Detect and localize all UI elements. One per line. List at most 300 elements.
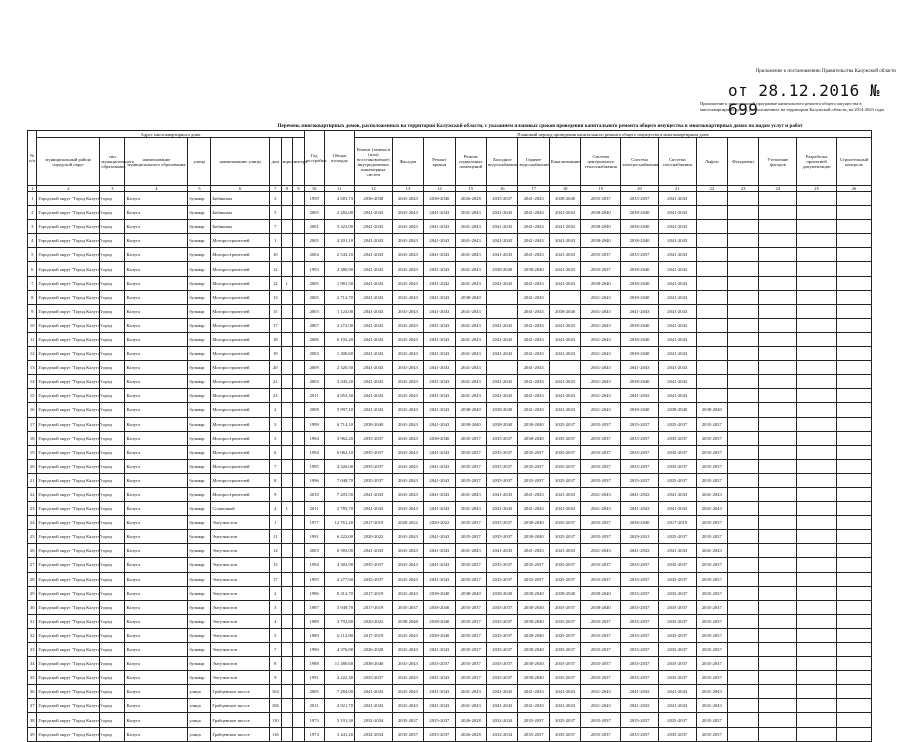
table-cell: 2041-2043 — [549, 206, 580, 220]
table-cell: Калуга — [125, 628, 188, 642]
table-cell — [797, 375, 837, 389]
table-cell — [759, 600, 797, 614]
table-cell: 2038-2040 — [518, 600, 549, 614]
table-cell: 2035-2037 — [581, 530, 621, 544]
table-cell — [728, 516, 759, 530]
table-cell: 2035-2037 — [696, 516, 727, 530]
table-cell: 2035-2037 — [355, 473, 393, 487]
table-cell — [759, 234, 797, 248]
column-number: 21 — [658, 186, 696, 192]
table-cell: город — [100, 558, 125, 572]
table-cell: 6 112,80 — [324, 628, 354, 642]
column-number: 12 — [355, 186, 393, 192]
table-cell: 2038-2040 — [621, 318, 659, 332]
table-cell — [837, 643, 872, 657]
table-cell: Грабцевское шоссе — [211, 727, 270, 741]
table-cell: 2041-2043 — [518, 685, 549, 699]
table-cell: улица — [188, 727, 211, 741]
table-cell: 2041-2043 — [355, 361, 393, 375]
table-cell: 2041-2043 — [658, 487, 696, 501]
table-cell: Солнечный — [211, 502, 270, 516]
column-number: 11 — [324, 186, 354, 192]
table-cell: 2041-2043 — [658, 248, 696, 262]
table-cell: 2041-2043 — [658, 375, 696, 389]
table-cell: 5 — [270, 628, 282, 642]
table-cell: 2041-2043 — [518, 304, 549, 318]
table-cell: 2041-2043 — [392, 389, 423, 403]
table-cell: 2041-2043 — [424, 417, 455, 431]
column-number: 9 — [293, 186, 305, 192]
table-cell: бульвар — [188, 262, 211, 276]
table-cell: 2041-2043 — [518, 403, 549, 417]
table-cell: Городской округ "Город Калуга" — [37, 234, 100, 248]
table-cell — [728, 600, 759, 614]
table-cell: 2035-2037 — [696, 417, 727, 431]
table-cell: 31 — [28, 614, 37, 628]
table-cell: 2029-2031 — [621, 530, 659, 544]
table-cell: 3 — [270, 192, 282, 206]
table-cell: Калуга — [125, 713, 188, 727]
table-cell — [281, 347, 293, 361]
table-cell: 2035-2037 — [658, 445, 696, 459]
table-cell: 2035-2037 — [518, 727, 549, 741]
table-cell: 1 — [281, 502, 293, 516]
table-cell — [759, 262, 797, 276]
table-cell — [293, 375, 305, 389]
table-cell: город — [100, 375, 125, 389]
table-cell — [837, 558, 872, 572]
table-cell — [837, 206, 872, 220]
table-cell: 2035-2037 — [621, 572, 659, 586]
table-cell: 2007 — [304, 318, 324, 332]
table-cell: 2041-2043 — [518, 234, 549, 248]
table-cell: 2041-2043 — [455, 699, 486, 713]
table-cell: Калуга — [125, 220, 188, 234]
table-cell — [797, 361, 837, 375]
housing-table — [27, 130, 872, 742]
table-cell: 2041-2043 — [424, 459, 455, 473]
table-cell: 2041-2043 — [621, 699, 659, 713]
table-cell: 2041-2043 — [549, 487, 580, 501]
table-cell: 12 — [270, 262, 282, 276]
column-number: 13 — [392, 186, 423, 192]
table-cell: 2041-2043 — [455, 304, 486, 318]
table-cell: 2020-2022 — [355, 530, 393, 544]
table-cell — [837, 657, 872, 671]
table-cell: Энтузиастов — [211, 614, 270, 628]
header-cell: наименование муниципального образования — [125, 138, 188, 186]
table-cell: 2041-2043 — [355, 234, 393, 248]
table-cell: бульвар — [188, 431, 211, 445]
table-cell: 2041-2043 — [392, 558, 423, 572]
table-cell: 15 — [28, 389, 37, 403]
table-row — [28, 643, 872, 657]
table-cell: 2035-2037 — [696, 628, 727, 642]
table-cell: 2035-2037 — [549, 417, 580, 431]
table-cell — [837, 290, 872, 304]
table-cell: Городской округ "Город Калуга" — [37, 361, 100, 375]
table-cell: 28 — [28, 572, 37, 586]
table-cell: город — [100, 417, 125, 431]
table-cell: 2041-2043 — [518, 502, 549, 516]
table-cell: Городской округ "Город Калуга" — [37, 473, 100, 487]
table-cell: 2041-2043 — [455, 276, 486, 290]
table-cell: город — [100, 614, 125, 628]
table-cell — [281, 699, 293, 713]
table-cell: 2038-2040 — [455, 290, 486, 304]
table-cell — [797, 572, 837, 586]
table-cell: 2038-2040 — [487, 417, 518, 431]
table-cell: 2041-2043 — [455, 685, 486, 699]
table-row — [28, 713, 872, 727]
table-cell: 2041-2043 — [355, 347, 393, 361]
table-cell: 2041-2043 — [658, 206, 696, 220]
table-cell — [281, 248, 293, 262]
table-cell — [281, 262, 293, 276]
table-cell: бульвар — [188, 234, 211, 248]
table-cell: 38 — [28, 713, 37, 727]
table-cell — [293, 643, 305, 657]
table-cell: Городской округ "Город Калуга" — [37, 727, 100, 741]
table-cell: 2041-2043 — [424, 375, 455, 389]
table-cell — [293, 530, 305, 544]
table-cell: город — [100, 192, 125, 206]
table-cell: 2041-2043 — [518, 290, 549, 304]
table-cell: 2041-2043 — [455, 375, 486, 389]
table-cell — [797, 276, 837, 290]
table-cell: 2041-2043 — [355, 389, 393, 403]
table-cell: бульвар — [188, 192, 211, 206]
table-cell: 4 — [270, 502, 282, 516]
table-cell: 2035-2037 — [621, 628, 659, 642]
table-cell: 2035-2037 — [518, 473, 549, 487]
column-number: 23 — [728, 186, 759, 192]
table-cell: Городской округ "Город Калуга" — [37, 276, 100, 290]
table-cell: 2041-2043 — [392, 332, 423, 346]
table-cell — [293, 403, 305, 417]
table-cell — [281, 332, 293, 346]
table-cell — [487, 304, 518, 318]
table-cell: 2035-2037 — [487, 600, 518, 614]
table-cell — [281, 318, 293, 332]
table-cell — [797, 248, 837, 262]
table-cell: 2041-2043 — [518, 487, 549, 501]
table-row — [28, 685, 872, 699]
table-cell: 2038-2040 — [518, 671, 549, 685]
table-cell: 2035-2037 — [696, 614, 727, 628]
table-cell — [797, 389, 837, 403]
table-cell: 34 — [28, 657, 37, 671]
table-cell — [797, 614, 837, 628]
table-row — [28, 234, 872, 248]
table-cell — [293, 586, 305, 600]
table-cell: Городской округ "Город Калуга" — [37, 206, 100, 220]
table-cell — [728, 685, 759, 699]
table-cell — [797, 671, 837, 685]
table-cell — [487, 290, 518, 304]
table-cell: 3 — [270, 600, 282, 614]
column-number: 3 — [100, 186, 125, 192]
table-cell: 2041-2043 — [424, 220, 455, 234]
table-cell: 1991 — [304, 530, 324, 544]
table-cell: 2041-2043 — [355, 206, 393, 220]
table-row — [28, 417, 872, 431]
table-row — [28, 487, 872, 501]
table-cell: Бибиковы — [211, 220, 270, 234]
table-cell: Калуга — [125, 699, 188, 713]
table-cell: город — [100, 516, 125, 530]
table-cell: 2041-2043 — [487, 234, 518, 248]
table-cell: улица — [188, 713, 211, 727]
table-cell: 2035-2037 — [487, 445, 518, 459]
table-cell: 2035-2037 — [549, 643, 580, 657]
table-cell — [281, 727, 293, 741]
table-cell: 37 — [28, 699, 37, 713]
table-cell: Энтузиастов — [211, 628, 270, 642]
table-cell: Городской округ "Город Калуга" — [37, 643, 100, 657]
table-cell: Городской округ "Город Калуга" — [37, 586, 100, 600]
table-cell: город — [100, 502, 125, 516]
table-cell: 2041-2043 — [392, 699, 423, 713]
table-cell: 6 583,00 — [324, 544, 354, 558]
table-cell: 2035-2037 — [658, 671, 696, 685]
table-cell: 2041-2043 — [355, 304, 393, 318]
table-cell — [293, 431, 305, 445]
table-cell: 2017-2019 — [355, 516, 393, 530]
table-cell: 2041-2043 — [487, 318, 518, 332]
table-cell: город — [100, 657, 125, 671]
table-cell: Калуга — [125, 248, 188, 262]
table-cell: 2035-2037 — [621, 713, 659, 727]
table-cell: город — [100, 234, 125, 248]
table-cell: 2041-2043 — [696, 699, 727, 713]
table-cell — [549, 361, 580, 375]
table-row — [28, 332, 872, 346]
table-row — [28, 389, 872, 403]
table-row — [28, 445, 872, 459]
table-cell: 2035-2037 — [696, 558, 727, 572]
table-cell: 2041-2043 — [549, 403, 580, 417]
table-cell: Калуга — [125, 361, 188, 375]
table-cell: Калуга — [125, 643, 188, 657]
table-cell: Калуга — [125, 234, 188, 248]
table-cell: Моторостроителей — [211, 262, 270, 276]
group-header-address: Адрес многоквартирного дома — [37, 131, 304, 138]
table-cell — [281, 614, 293, 628]
table-cell: город — [100, 699, 125, 713]
table-cell: Моторостроителей — [211, 417, 270, 431]
table-cell — [728, 502, 759, 516]
table-cell: 2041-2043 — [487, 389, 518, 403]
table-cell: 2035-2037 — [549, 516, 580, 530]
table-cell: 2035-2037 — [518, 445, 549, 459]
table-cell: 8 312,70 — [324, 586, 354, 600]
table-cell: 13 — [270, 290, 282, 304]
table-cell — [797, 530, 837, 544]
table-cell: 2035-2037 — [581, 262, 621, 276]
table-row — [28, 347, 872, 361]
table-cell — [837, 431, 872, 445]
table-cell: 2041-2043 — [455, 220, 486, 234]
table-cell: 1996 — [304, 473, 324, 487]
table-cell: 2041-2043 — [549, 544, 580, 558]
table-cell — [293, 290, 305, 304]
table-cell: Городской округ "Город Калуга" — [37, 248, 100, 262]
table-cell: 2041-2043 — [392, 572, 423, 586]
table-cell: 2041-2043 — [621, 304, 659, 318]
table-cell: 2003 — [304, 347, 324, 361]
table-cell: 2010 — [304, 487, 324, 501]
table-cell: бульвар — [188, 318, 211, 332]
table-cell: 2035-2037 — [549, 614, 580, 628]
table-cell: 2035-2037 — [621, 657, 659, 671]
table-cell: 2041-2043 — [392, 628, 423, 642]
header-cell: улица — [188, 138, 211, 186]
table-cell: 2035-2037 — [581, 558, 621, 572]
table-cell: 2041-2043 — [549, 389, 580, 403]
table-cell — [293, 600, 305, 614]
table-cell: 2041-2043 — [392, 643, 423, 657]
table-cell: 2041-2043 — [392, 487, 423, 501]
table-cell: 2001 — [304, 220, 324, 234]
table-cell: 2038-2040 — [355, 417, 393, 431]
table-cell: 2035-2037 — [581, 713, 621, 727]
table-cell: 30 — [28, 600, 37, 614]
table-cell: 12 — [270, 544, 282, 558]
table-cell — [759, 389, 797, 403]
table-cell: 2041-2043 — [487, 375, 518, 389]
table-cell — [293, 502, 305, 516]
table-cell: 2041-2043 — [518, 347, 549, 361]
table-cell: 2035-2037 — [455, 558, 486, 572]
table-cell: 3 345,20 — [324, 375, 354, 389]
table-cell: 116 — [270, 727, 282, 741]
table-cell: Грабцевское шоссе — [211, 685, 270, 699]
table-cell — [797, 234, 837, 248]
table-cell: 17 — [28, 417, 37, 431]
table-cell: 2032-2034 — [487, 727, 518, 741]
table-cell: 2035-2037 — [658, 417, 696, 431]
table-cell: 2041-2043 — [658, 389, 696, 403]
table-cell: 4 853,30 — [324, 389, 354, 403]
table-cell — [728, 361, 759, 375]
table-cell: Калуга — [125, 657, 188, 671]
table-cell: 25 — [28, 530, 37, 544]
table-cell: 2041-2043 — [392, 502, 423, 516]
table-cell: 2038-2040 — [696, 403, 727, 417]
table-cell: 2038-2040 — [392, 614, 423, 628]
table-cell: 2041-2043 — [696, 685, 727, 699]
table-cell: город — [100, 572, 125, 586]
table-cell — [728, 671, 759, 685]
decree-number: от 28.12.2016 № 699 — [728, 81, 880, 119]
table-cell: Городской округ "Город Калуга" — [37, 192, 100, 206]
table-cell — [797, 558, 837, 572]
table-cell: 2003 — [304, 304, 324, 318]
table-cell — [759, 459, 797, 473]
table-cell — [728, 347, 759, 361]
table-cell: город — [100, 487, 125, 501]
table-cell: 2041-2043 — [518, 248, 549, 262]
table-cell: 2038-2040 — [621, 276, 659, 290]
table-cell: 2041-2043 — [424, 530, 455, 544]
table-cell: 2041-2043 — [658, 544, 696, 558]
table-cell — [281, 304, 293, 318]
table-cell: 2005 — [304, 234, 324, 248]
table-body — [28, 192, 872, 742]
table-cell: Энтузиастов — [211, 544, 270, 558]
table-cell — [293, 389, 305, 403]
table-cell — [293, 234, 305, 248]
table-cell: 2041-2043 — [581, 487, 621, 501]
table-cell — [696, 389, 727, 403]
table-cell: 2041-2043 — [487, 347, 518, 361]
table-cell: 2035-2037 — [392, 600, 423, 614]
table-cell — [759, 304, 797, 318]
table-cell: 10 — [28, 318, 37, 332]
table-cell: 7 — [270, 459, 282, 473]
table-cell: 2035-2037 — [455, 516, 486, 530]
table-cell — [728, 713, 759, 727]
table-cell: бульвар — [188, 403, 211, 417]
header-cell: наименование улицы — [211, 138, 270, 186]
table-cell: 6 192,20 — [324, 332, 354, 346]
table-cell — [797, 487, 837, 501]
table-cell: 2041-2043 — [355, 544, 393, 558]
table-cell: 2041-2043 — [487, 685, 518, 699]
table-cell: 11 480,60 — [324, 657, 354, 671]
table-cell — [797, 206, 837, 220]
table-cell: Моторостроителей — [211, 445, 270, 459]
table-row — [28, 361, 872, 375]
table-cell: 2035-2037 — [658, 713, 696, 727]
table-cell: 2041-2043 — [392, 262, 423, 276]
annex-subtext: Приложение к региональной программе капитального ремонта общего имущества в многоквартирных домах, расположенных на территории Калужской области, на 2014-2043 годы — [700, 101, 885, 112]
table-cell: бульвар — [188, 220, 211, 234]
table-cell: 15 — [270, 304, 282, 318]
column-number: 20 — [621, 186, 659, 192]
table-cell: 2038-2040 — [581, 586, 621, 600]
table-cell: 2035-2037 — [658, 657, 696, 671]
table-cell: 5 — [270, 206, 282, 220]
annex-label: Приложение к постановлению Правительства Калужской области — [755, 69, 896, 74]
table-cell: 2041-2043 — [518, 332, 549, 346]
table-cell: 2041-2043 — [581, 304, 621, 318]
table-cell: 2020-2022 — [424, 516, 455, 530]
table-cell: Моторостроителей — [211, 375, 270, 389]
table-cell: Моторостроителей — [211, 304, 270, 318]
header-cell: дом — [270, 138, 282, 186]
table-cell: 22 — [28, 487, 37, 501]
table-cell: 2041-2043 — [581, 699, 621, 713]
table-cell: Моторостроителей — [211, 332, 270, 346]
table-cell: 9 — [270, 487, 282, 501]
table-cell: 1994 — [304, 431, 324, 445]
table-cell: 2035-2037 — [455, 614, 486, 628]
table-cell: 2038-2040 — [424, 586, 455, 600]
table-cell — [759, 473, 797, 487]
table-cell: Энтузиастов — [211, 671, 270, 685]
table-cell: 2041-2043 — [392, 417, 423, 431]
table-cell — [797, 727, 837, 741]
table-cell: 2041-2043 — [696, 487, 727, 501]
table-cell: 2041-2043 — [424, 671, 455, 685]
table-cell — [281, 530, 293, 544]
table-cell: 8 — [270, 473, 282, 487]
table-cell: 2041-2043 — [658, 220, 696, 234]
table-cell — [759, 347, 797, 361]
table-cell: Городской округ "Город Калуга" — [37, 262, 100, 276]
